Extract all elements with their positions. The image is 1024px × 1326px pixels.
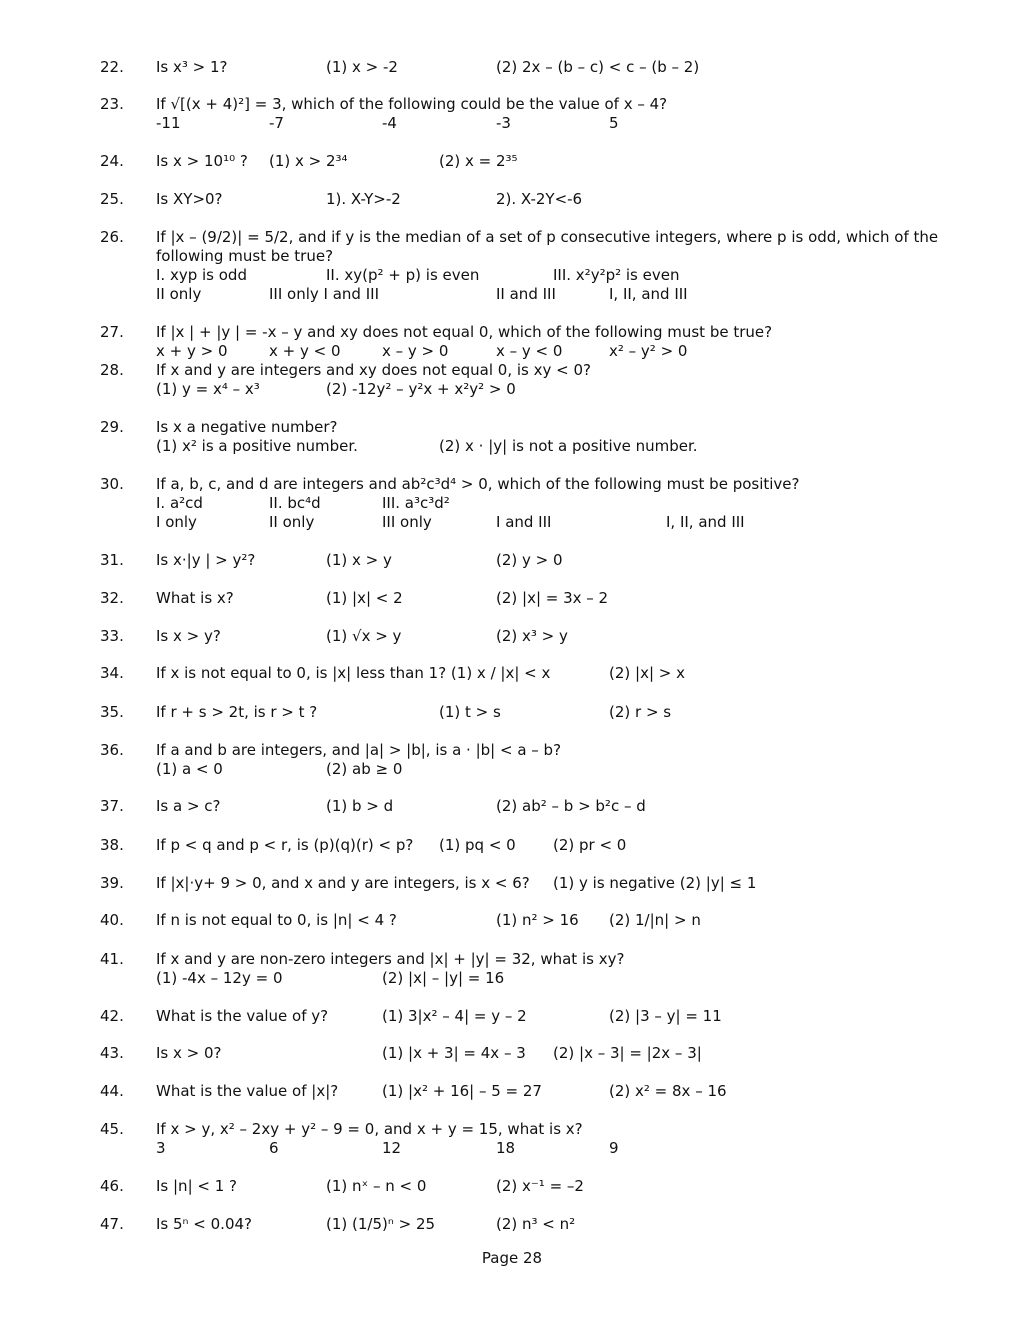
question-stem: Is x a negative number?: [156, 418, 338, 436]
question-number: 37.: [100, 797, 124, 815]
question-stem: What is the value of y?: [156, 1007, 329, 1025]
question-stem: If x and y are integers and xy does not equal 0, is xy < 0?: [156, 361, 591, 379]
statement-2: (2) |x| > x: [609, 664, 685, 682]
question-stem: Is x > 10¹⁰ ?: [156, 152, 248, 170]
question-number: 44.: [100, 1082, 124, 1100]
question-number: 31.: [100, 551, 124, 569]
question-stem: Is a > c?: [156, 797, 221, 815]
question-stem: Is |n| < 1 ?: [156, 1177, 237, 1195]
question-stem: If x > y, x² – 2xy + y² – 9 = 0, and x + y = 15, what is x?: [156, 1120, 583, 1138]
choice: 9: [609, 1139, 619, 1157]
question-stem: If x is not equal to 0, is |x| less than 1? (1) x / |x| < x: [156, 664, 551, 682]
question-stem: If |x|·y+ 9 > 0, and x and y are integers, is x < 6?: [156, 874, 530, 892]
statement-2: (2) x = 2³⁵: [439, 152, 518, 170]
question-number: 45.: [100, 1120, 124, 1138]
statements: (1) y is negative (2) |y| ≤ 1: [553, 874, 757, 892]
question-stem: Is x > y?: [156, 627, 221, 645]
question-stem: Is x·|y | > y²?: [156, 551, 256, 569]
page-number: Page 28: [481, 1249, 543, 1267]
question-number: 30.: [100, 475, 124, 493]
statement-1: (1) |x² + 16| – 5 = 27: [382, 1082, 542, 1100]
question-number: 27.: [100, 323, 124, 341]
question-number: 32.: [100, 589, 124, 607]
option-iii: III. a³c³d²: [382, 494, 450, 512]
question-number: 25.: [100, 190, 124, 208]
statement-2: (2) pr < 0: [553, 836, 627, 854]
option-iii: III. x²y²p² is even: [553, 266, 680, 284]
question-number: 33.: [100, 627, 124, 645]
statement-2: (2) |3 – y| = 11: [609, 1007, 722, 1025]
choice: -11: [156, 114, 181, 132]
statement-2: (2) x⁻¹ = –2: [496, 1177, 584, 1195]
question-number: 34.: [100, 664, 124, 682]
statement-2: (2) |x – 3| = |2x – 3|: [553, 1044, 702, 1062]
question-stem: If a, b, c, and d are integers and ab²c³d⁴ > 0, which of the following must be positive?: [156, 475, 800, 493]
choice: I, II, and III: [609, 285, 688, 303]
question-stem: If x and y are non-zero integers and |x| + |y| = 32, what is xy?: [156, 950, 625, 968]
statement-1: (1) y = x⁴ – x³: [156, 380, 260, 398]
choice: x + y > 0: [156, 342, 228, 360]
question-number: 28.: [100, 361, 124, 379]
statement-1: (1) b > d: [326, 797, 394, 815]
statement-1: 1). X-Y>-2: [326, 190, 401, 208]
question-number: 26.: [100, 228, 124, 246]
statement-2: (2) 1/|n| > n: [609, 911, 701, 929]
statement-2: (2) ab² – b > b²c – d: [496, 797, 646, 815]
statement-1: (1) x > 2³⁴: [269, 152, 348, 170]
statement-1: (1) n² > 16: [496, 911, 579, 929]
choice: II only: [156, 285, 202, 303]
question-number: 38.: [100, 836, 124, 854]
question-stem: If a and b are integers, and |a| > |b|, is a · |b| < a – b?: [156, 741, 562, 759]
question-stem: If n is not equal to 0, is |n| < 4 ?: [156, 911, 397, 929]
statement-1: (1) x > y: [326, 551, 392, 569]
statement-1: (1) pq < 0: [439, 836, 516, 854]
choice: 3: [156, 1139, 166, 1157]
question-number: 39.: [100, 874, 124, 892]
choice: 18: [496, 1139, 516, 1157]
question-number: 22.: [100, 58, 124, 76]
statement-1: (1) √x > y: [326, 627, 402, 645]
statement-1: (1) a < 0: [156, 760, 223, 778]
question-number: 40.: [100, 911, 124, 929]
question-number: 43.: [100, 1044, 124, 1062]
statement-2: 2). X-2Y<-6: [496, 190, 583, 208]
question-number: 23.: [100, 95, 124, 113]
statement-2: (2) -12y² – y²x + x²y² > 0: [326, 380, 516, 398]
question-number: 46.: [100, 1177, 124, 1195]
choice: x + y < 0: [269, 342, 341, 360]
statement-2: (2) x · |y| is not a positive number.: [439, 437, 698, 455]
question-stem-cont: following must be true?: [156, 247, 334, 265]
choice: I and III: [496, 513, 552, 531]
choice: 12: [382, 1139, 402, 1157]
question-stem: What is the value of |x|?: [156, 1082, 339, 1100]
statement-1: (1) x² is a positive number.: [156, 437, 358, 455]
question-stem: Is 5ⁿ < 0.04?: [156, 1215, 252, 1233]
question-number: 47.: [100, 1215, 124, 1233]
statement-1: (1) (1/5)ⁿ > 25: [326, 1215, 436, 1233]
question-number: 36.: [100, 741, 124, 759]
statement-1: (1) |x| < 2: [326, 589, 403, 607]
statement-2: (2) ab ≥ 0: [326, 760, 403, 778]
option-i: I. a²cd: [156, 494, 203, 512]
question-stem: If √[(x + 4)²] = 3, which of the following could be the value of x – 4?: [156, 95, 668, 113]
question-stem: What is x?: [156, 589, 234, 607]
choice: III only I and III: [269, 285, 379, 303]
question-stem: If |x – (9/2)| = 5/2, and if y is the median of a set of p consecutive integers, where p is odd, which of the: [156, 228, 939, 246]
question-number: 41.: [100, 950, 124, 968]
choice: III only: [382, 513, 432, 531]
question-stem: Is x > 0?: [156, 1044, 222, 1062]
statement-2: (2) 2x – (b – c) < c – (b – 2): [496, 58, 700, 76]
choice: 6: [269, 1139, 279, 1157]
question-number: 35.: [100, 703, 124, 721]
choice: -4: [382, 114, 397, 132]
option-ii: II. xy(p² + p) is even: [326, 266, 480, 284]
statement-1: (1) x > -2: [326, 58, 398, 76]
choice: I, II, and III: [666, 513, 745, 531]
choice: II only: [269, 513, 315, 531]
statement-2: (2) y > 0: [496, 551, 563, 569]
question-number: 24.: [100, 152, 124, 170]
statement-2: (2) r > s: [609, 703, 672, 721]
statement-1: (1) 3|x² – 4| = y – 2: [382, 1007, 527, 1025]
question-number: 29.: [100, 418, 124, 436]
question-stem: If |x | + |y | = -x – y and xy does not equal 0, which of the following must be true?: [156, 323, 773, 341]
question-stem: If r + s > 2t, is r > t ?: [156, 703, 318, 721]
statement-1: (1) nˣ – n < 0: [326, 1177, 427, 1195]
option-ii: II. bc⁴d: [269, 494, 321, 512]
statement-1: (1) t > s: [439, 703, 501, 721]
statement-2: (2) n³ < n²: [496, 1215, 576, 1233]
choice: x² – y² > 0: [609, 342, 688, 360]
option-i: I. xyp is odd: [156, 266, 247, 284]
statement-2: (2) x³ > y: [496, 627, 568, 645]
question-stem: Is XY>0?: [156, 190, 223, 208]
question-number: 42.: [100, 1007, 124, 1025]
question-stem: Is x³ > 1?: [156, 58, 228, 76]
statement-1: (1) |x + 3| = 4x – 3: [382, 1044, 526, 1062]
statement-2: (2) |x| – |y| = 16: [382, 969, 505, 987]
choice: x – y < 0: [496, 342, 563, 360]
statement-2: (2) x² = 8x – 16: [609, 1082, 727, 1100]
question-stem: If p < q and p < r, is (p)(q)(r) < p?: [156, 836, 414, 854]
statement-1: (1) -4x – 12y = 0: [156, 969, 283, 987]
choice: -7: [269, 114, 284, 132]
choice: -3: [496, 114, 511, 132]
choice: I only: [156, 513, 197, 531]
choice: II and III: [496, 285, 556, 303]
choice: x – y > 0: [382, 342, 449, 360]
choice: 5: [609, 114, 619, 132]
statement-2: (2) |x| = 3x – 2: [496, 589, 609, 607]
